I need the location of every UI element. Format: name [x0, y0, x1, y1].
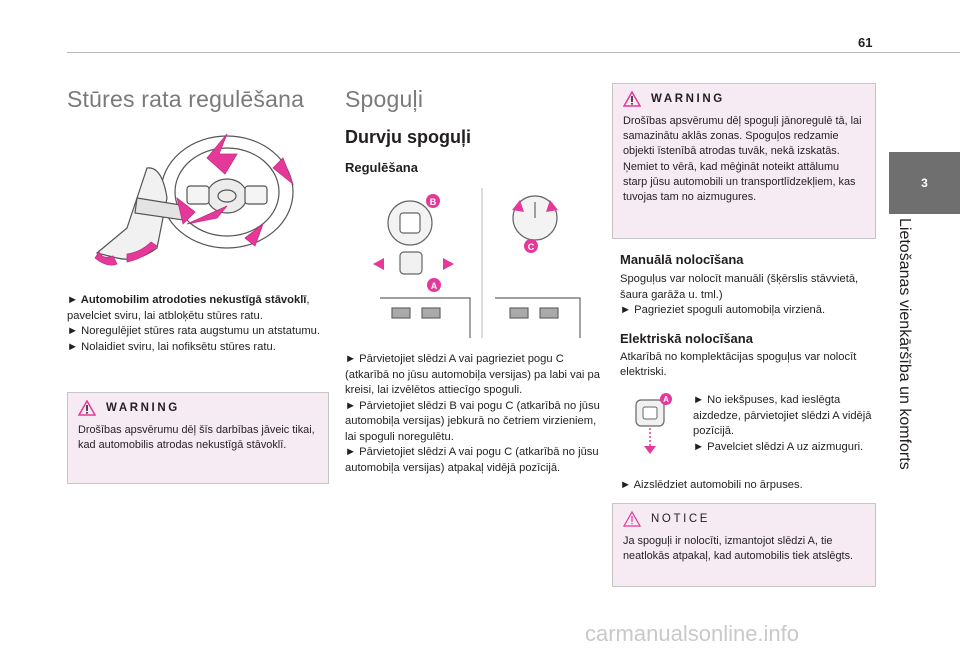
mirror-warning-header — [613, 84, 875, 114]
warning-title: WARNING — [106, 402, 180, 414]
warning-icon — [78, 400, 96, 416]
manual-folding-text: Spoguļus var nolocīt manuāli (šķērslis stāvvietā, šaura garāža u. tml.) — [620, 273, 859, 301]
notice-header — [613, 504, 875, 534]
lock-step-text: ► Aizslēdziet automobili no ārpuses. — [620, 479, 803, 491]
mirror-instruction-2: ► Pārvietojiet slēdzi B vai pogu C (atkarībā no jūsu automobiļa versijas) jebkurā no četriem virzieniem, lai spoguli noregulētu. — [345, 399, 600, 443]
lock-step — [620, 478, 880, 494]
chapter-title: Lietošanas vienkāršība un komforts — [896, 218, 913, 470]
mirror-warning-title: WARNING — [651, 93, 725, 105]
mirror-warning — [612, 83, 876, 239]
instruction-3: ► Nolaidiet sviru, lai nofiksētu stūres ratu. — [67, 340, 276, 353]
steering-wheel-illustration — [87, 128, 317, 278]
manual-folding-step: ► Pagrieziet spoguli automobiļa virzienā. — [620, 304, 826, 316]
mirror-instruction-3: ► Pārvietojiet slēdzi A vai pogu C (atkarībā no jūsu automobiļa versijas) atpakaļ vidējā pozīcijā. — [345, 446, 599, 474]
mirror-instruction-1: ► Pārvietojiet slēdzi A vai pagrieziet pogu C (atkarībā no jūsu automobiļa versijas) pa labi vai pa kreisi, lai izvēlētos attiecīgo spoguli. — [345, 353, 600, 396]
door-mirrors-subtitle: Durvju spoguļi — [345, 127, 471, 147]
manual-folding-title: Manuālā nolocīšana — [620, 252, 744, 267]
mirror-warning-text: Drošības apsvērumu dēļ spoguļi jānoregulē tā, lai samazinātu aklās zonas. Spoguļos redzamie objekti īstenībā atrodas tuvāk, nekā izskatās. Ņemiet to vērā, kad mēģināt noteikt attālumu starp jūsu automobili un transportlīdzekļiem, kas tuvojas tam no aizmugures. — [623, 115, 862, 204]
page-number: 61 — [858, 35, 873, 50]
notice-text: Ja spoguļi ir nolocīti, izmantojot slēdzi A, tie neatlokās atpakaļ, kad automobilis tiek atslēgts. — [623, 535, 854, 563]
mirror-switch-illustration — [370, 188, 592, 340]
notice-box — [612, 503, 876, 587]
label-a: A — [430, 281, 438, 291]
steering-warning — [67, 392, 329, 484]
notice-icon — [623, 511, 641, 527]
instruction-1: ► Automobilim atrodoties nekustīgā stāvoklī, pavelciet sviru, lai atbloķētu stūres ratu. — [67, 294, 310, 322]
warning-icon — [623, 91, 641, 107]
mirrors-title: Spoguļi — [345, 86, 424, 112]
steering-instructions — [67, 293, 329, 355]
electric-step-2: ► Pavelciet slēdzi A uz aizmuguri. — [693, 440, 864, 453]
label-b: B — [429, 197, 437, 207]
label-c: C — [527, 242, 535, 252]
electric-folding-title: Elektriskā nolocīšana — [620, 330, 753, 346]
warning-text: Drošības apsvērumu dēļ šīs darbības jāveic tikai, kad automobilis atrodas nekustīgā stāvoklī. — [78, 424, 315, 452]
electric-step-1: ► No iekšpuses, kad ieslēgta aizdedze, pārvietojiet slēdzi A vidējā pozīcijā. — [693, 394, 872, 437]
electric-steps — [693, 393, 873, 455]
folding-section — [620, 252, 880, 381]
fold-switch-icon — [630, 392, 676, 456]
warning-header — [68, 393, 328, 423]
watermark: carmanualsonline.info — [585, 621, 800, 646]
steering-section — [67, 72, 329, 113]
chapter-tab[interactable]: 3 — [889, 152, 960, 214]
instruction-2: ► Noregulējiet stūres rata augstumu un atstatumu. — [67, 325, 320, 337]
mirrors-section — [345, 72, 605, 175]
electric-folding-text: Atkarībā no komplektācijas spoguļus var nolocīt elektriski. — [620, 350, 857, 378]
steering-title: Stūres rata regulēšana — [67, 86, 305, 112]
notice-title: NOTICE — [651, 513, 711, 525]
header-rule — [67, 52, 960, 53]
mirrors-instructions — [345, 352, 605, 476]
adjustment-heading: Regulēšana — [345, 160, 418, 175]
fold-label-a: A — [663, 395, 669, 404]
